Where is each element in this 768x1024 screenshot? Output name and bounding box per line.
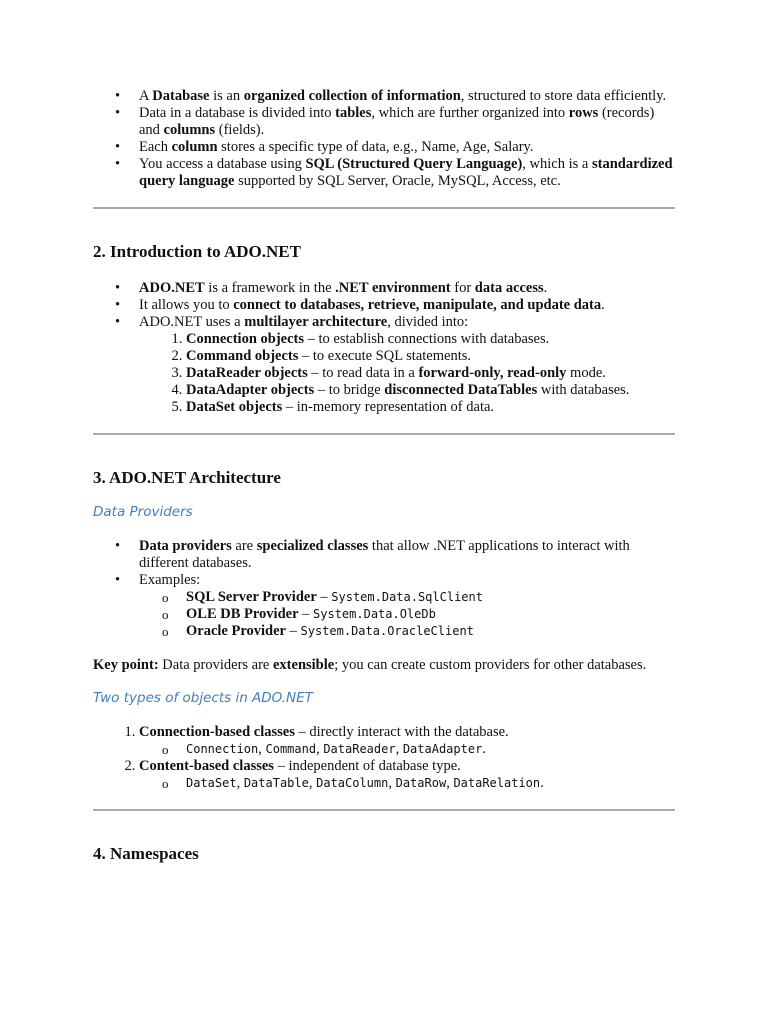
list-item-text bbox=[139, 572, 200, 588]
text-segment: – in-memory representation of data. bbox=[282, 399, 495, 415]
text-segment: with databases. bbox=[537, 382, 630, 398]
bold-text: extensible bbox=[273, 657, 335, 673]
bold-text: connect to databases, retrieve, manipulate, and update data bbox=[233, 297, 602, 313]
bold-text: Content-based classes bbox=[139, 758, 274, 774]
code-text: DataColumn bbox=[316, 776, 389, 790]
text-segment: ADO.NET uses a bbox=[139, 314, 245, 330]
text-segment: Each bbox=[139, 139, 172, 155]
code-text: Connection bbox=[186, 742, 259, 756]
provider-examples-list bbox=[139, 589, 675, 640]
list-item-text bbox=[139, 314, 468, 330]
code-text: System.Data.OleDb bbox=[313, 607, 436, 621]
list-item bbox=[139, 88, 675, 105]
subheading-object-types: Two types of objects in ADO.NET bbox=[93, 690, 313, 706]
text-segment: – independent of database type. bbox=[273, 758, 461, 774]
text-segment: . bbox=[601, 297, 605, 313]
bold-text: columns bbox=[163, 122, 216, 138]
text-segment: – to execute SQL statements. bbox=[298, 348, 471, 364]
bold-text: Data providers bbox=[139, 538, 232, 554]
document-page bbox=[93, 88, 675, 864]
bold-text: DataReader objects bbox=[186, 365, 308, 381]
list-item bbox=[139, 758, 675, 792]
text-segment: , bbox=[308, 775, 317, 791]
text-segment: are bbox=[231, 538, 257, 554]
code-text: System.Data.OracleClient bbox=[300, 624, 474, 638]
text-segment: Examples: bbox=[139, 572, 201, 588]
text-segment: (fields). bbox=[215, 122, 265, 138]
list-item bbox=[139, 297, 675, 314]
bold-text: data access bbox=[474, 280, 544, 296]
text-segment: (records) and bbox=[139, 105, 655, 138]
bold-text: Connection objects bbox=[186, 331, 305, 347]
code-text: DataAdapter bbox=[402, 742, 483, 756]
list-item bbox=[186, 741, 675, 758]
code-text: DataReader bbox=[323, 742, 396, 756]
text-segment: – directly interact with the database. bbox=[294, 724, 509, 740]
section-heading-namespaces: 4. Namespaces bbox=[93, 844, 199, 863]
text-segment: You access a database using bbox=[139, 156, 306, 172]
list-item bbox=[139, 572, 675, 640]
list-item bbox=[186, 399, 675, 416]
list-item bbox=[139, 538, 675, 572]
list-item bbox=[139, 724, 675, 758]
list-item bbox=[139, 139, 675, 156]
list-item bbox=[186, 775, 675, 792]
sub-list bbox=[139, 741, 675, 758]
bold-text: Command objects bbox=[186, 348, 299, 364]
list-item bbox=[139, 314, 675, 416]
bold-text: tables bbox=[335, 105, 372, 121]
text-segment: – to read data in a bbox=[307, 365, 419, 381]
code-text: DataSet bbox=[186, 776, 237, 790]
key-point-paragraph bbox=[93, 657, 675, 674]
bold-text: disconnected DataTables bbox=[384, 382, 538, 398]
bold-text: organized collection of information bbox=[243, 88, 461, 104]
text-segment: , bbox=[258, 741, 266, 757]
list-item bbox=[186, 331, 675, 348]
bold-text: SQL Server Provider bbox=[186, 589, 317, 605]
code-text: DataRelation bbox=[453, 776, 541, 790]
text-segment: Data providers are bbox=[158, 657, 273, 673]
bold-text: column bbox=[171, 139, 218, 155]
horizontal-rule bbox=[93, 433, 675, 435]
bold-text: .NET environment bbox=[335, 280, 451, 296]
text-segment: that allow .NET applications to interact with different databases. bbox=[139, 538, 630, 571]
subheading-data-providers: Data Providers bbox=[93, 504, 193, 520]
bold-text: standardized query language bbox=[139, 156, 673, 189]
bold-text: multilayer architecture bbox=[244, 314, 388, 330]
list-item bbox=[186, 382, 675, 399]
bold-text: DataSet objects bbox=[186, 399, 283, 415]
bold-text: specialized classes bbox=[256, 538, 369, 554]
list-item-text bbox=[139, 758, 461, 774]
bold-text: rows bbox=[568, 105, 599, 121]
text-segment: mode. bbox=[566, 365, 606, 381]
ado-intro-list bbox=[93, 280, 675, 416]
text-segment: . bbox=[540, 775, 544, 791]
section-heading-architecture: 3. ADO.NET Architecture bbox=[93, 468, 281, 487]
code-text: DataTable bbox=[243, 776, 309, 790]
provider-list bbox=[93, 538, 675, 640]
text-segment: , bbox=[236, 775, 244, 791]
text-segment: , which is a bbox=[522, 156, 592, 172]
text-segment: is an bbox=[209, 88, 244, 104]
text-segment: A bbox=[139, 88, 153, 104]
text-segment: Data in a database is divided into bbox=[139, 105, 336, 121]
code-text: Command bbox=[265, 742, 317, 756]
bold-text: OLE DB Provider bbox=[186, 606, 299, 622]
code-text: System.Data.SqlClient bbox=[331, 590, 483, 604]
list-item-text bbox=[139, 724, 509, 740]
text-segment: is a framework in the bbox=[204, 280, 336, 296]
intro-list bbox=[93, 88, 675, 190]
text-segment: stores a specific type of data, e.g., Name, Age, Salary. bbox=[217, 139, 534, 155]
horizontal-rule bbox=[93, 809, 675, 811]
text-segment: , which are further organized into bbox=[371, 105, 569, 121]
list-item bbox=[186, 365, 675, 382]
list-item bbox=[186, 623, 675, 640]
list-item bbox=[186, 606, 675, 623]
text-segment: , bbox=[388, 775, 396, 791]
text-segment: , divided into: bbox=[387, 314, 469, 330]
text-segment: , bbox=[316, 741, 324, 757]
text-segment: – bbox=[286, 623, 301, 639]
text-segment: – bbox=[316, 589, 332, 605]
bold-text: Connection-based classes bbox=[139, 724, 295, 740]
text-segment: supported by SQL Server, Oracle, MySQL, Access, etc. bbox=[234, 173, 561, 189]
list-item bbox=[139, 156, 675, 190]
text-segment: – to establish connections with databases. bbox=[304, 331, 550, 347]
text-segment: . bbox=[482, 741, 486, 757]
code-text: DataRow bbox=[395, 776, 447, 790]
bold-text: forward-only, read-only bbox=[418, 365, 567, 381]
section-heading-ado-intro: 2. Introduction to ADO.NET bbox=[93, 242, 301, 261]
bold-text: SQL (Structured Query Language) bbox=[305, 156, 523, 172]
list-item bbox=[186, 589, 675, 606]
bold-text: ADO.NET bbox=[139, 280, 205, 296]
bold-text: Key point: bbox=[93, 657, 159, 673]
object-types-list bbox=[93, 724, 675, 792]
text-segment: – bbox=[298, 606, 314, 622]
bold-text: DataAdapter objects bbox=[186, 382, 315, 398]
sub-list bbox=[139, 775, 675, 792]
text-segment: , bbox=[395, 741, 403, 757]
layer-list bbox=[139, 331, 675, 416]
list-item bbox=[139, 105, 675, 139]
bold-text: Database bbox=[152, 88, 210, 104]
text-segment: for bbox=[450, 280, 475, 296]
text-segment: , bbox=[446, 775, 454, 791]
list-item bbox=[139, 280, 675, 297]
text-segment: – to bridge bbox=[314, 382, 385, 398]
text-segment: It allows you to bbox=[139, 297, 234, 313]
bold-text: Oracle Provider bbox=[186, 623, 286, 639]
text-segment: ; you can create custom providers for other databases. bbox=[334, 657, 647, 673]
horizontal-rule bbox=[93, 207, 675, 209]
list-item bbox=[186, 348, 675, 365]
text-segment: . bbox=[543, 280, 548, 296]
text-segment: , structured to store data efficiently. bbox=[460, 88, 667, 104]
